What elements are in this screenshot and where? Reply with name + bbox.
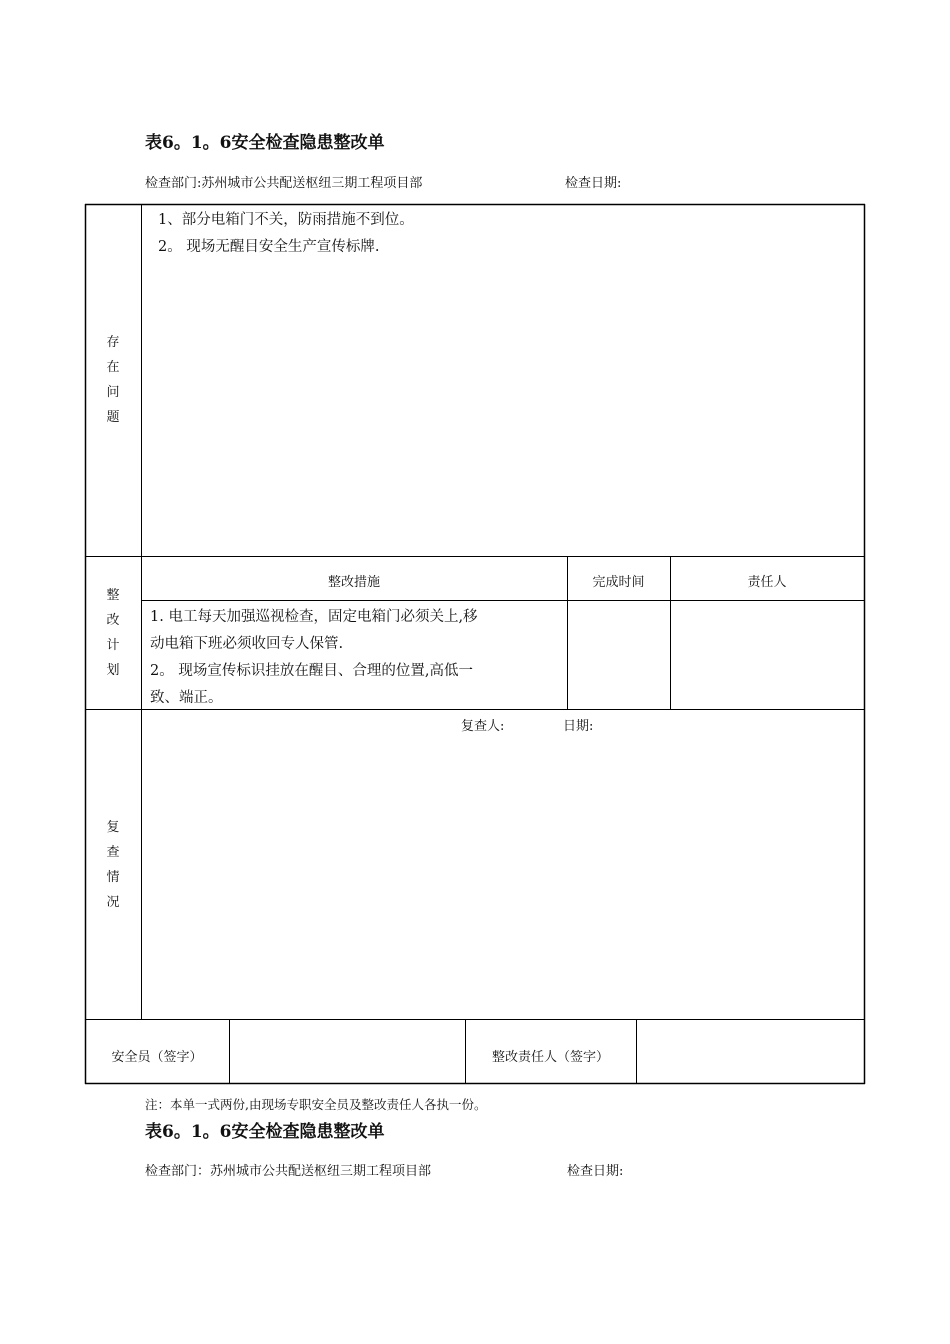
responsible-signature-field[interactable]	[638, 1022, 863, 1082]
measures-header: 整改措施	[327, 575, 380, 590]
recheck-label-char: 查	[106, 845, 120, 860]
plan-label-char: 划	[106, 663, 120, 678]
footnote: 注：本单一式两份,由现场专职安全员及整改责任人各执一份。	[145, 1097, 487, 1112]
responsible-header: 责任人	[747, 575, 787, 590]
measure-line-4: 致、端正。	[150, 690, 223, 706]
issues-section-label	[103, 330, 123, 430]
responsible-sign-label: 整改责任人（签字）	[491, 1050, 609, 1065]
form2-inspection-date-label: 检查日期:	[567, 1164, 624, 1179]
measure-line-1: 1. 电工每天加强巡视检查，固定电箱门必须关上,移	[150, 609, 478, 625]
measure-line-2: 动电箱下班必须收回专人保管.	[150, 636, 344, 652]
plan-label-char: 改	[106, 613, 120, 628]
form2-inspection-department: 检查部门：苏州城市公共配送枢纽三期工程项目部	[145, 1164, 432, 1179]
safety-officer-sign-label: 安全员（签字）	[111, 1050, 203, 1065]
rechecker-label: 复查人:	[461, 719, 505, 734]
finish-time-header: 完成时间	[592, 575, 645, 590]
issues-label-char: 存	[106, 335, 120, 350]
plan-label-char: 计	[106, 638, 120, 653]
issue-item-1: 1、部分电箱门不关，防雨措施不到位。	[158, 212, 414, 228]
measure-line-3: 2。 现场宣传标识挂放在醒目、合理的位置,高低一	[150, 663, 473, 679]
recheck-label-char: 情	[106, 870, 120, 885]
recheck-date-label: 日期:	[563, 719, 594, 734]
inspection-department: 检查部门:苏州城市公共配送枢纽三期工程项目部	[145, 176, 423, 191]
issues-label-char: 问	[106, 385, 120, 400]
plan-label-char: 整	[106, 588, 120, 603]
plan-section-label	[103, 583, 123, 683]
recheck-label-char: 况	[106, 895, 120, 910]
issues-label-char: 题	[106, 410, 120, 425]
form-title: 表6。1。6安全检查隐患整改单	[145, 133, 385, 153]
safety-officer-signature-field[interactable]	[231, 1022, 464, 1082]
inspection-date-label: 检查日期:	[565, 176, 622, 191]
form2-title: 表6。1。6安全检查隐患整改单	[145, 1122, 385, 1142]
recheck-label-char: 复	[106, 820, 120, 835]
issues-label-char: 在	[106, 360, 120, 375]
issue-item-2: 2。 现场无醒目安全生产宣传标牌.	[158, 239, 380, 255]
recheck-section-label	[103, 815, 123, 915]
